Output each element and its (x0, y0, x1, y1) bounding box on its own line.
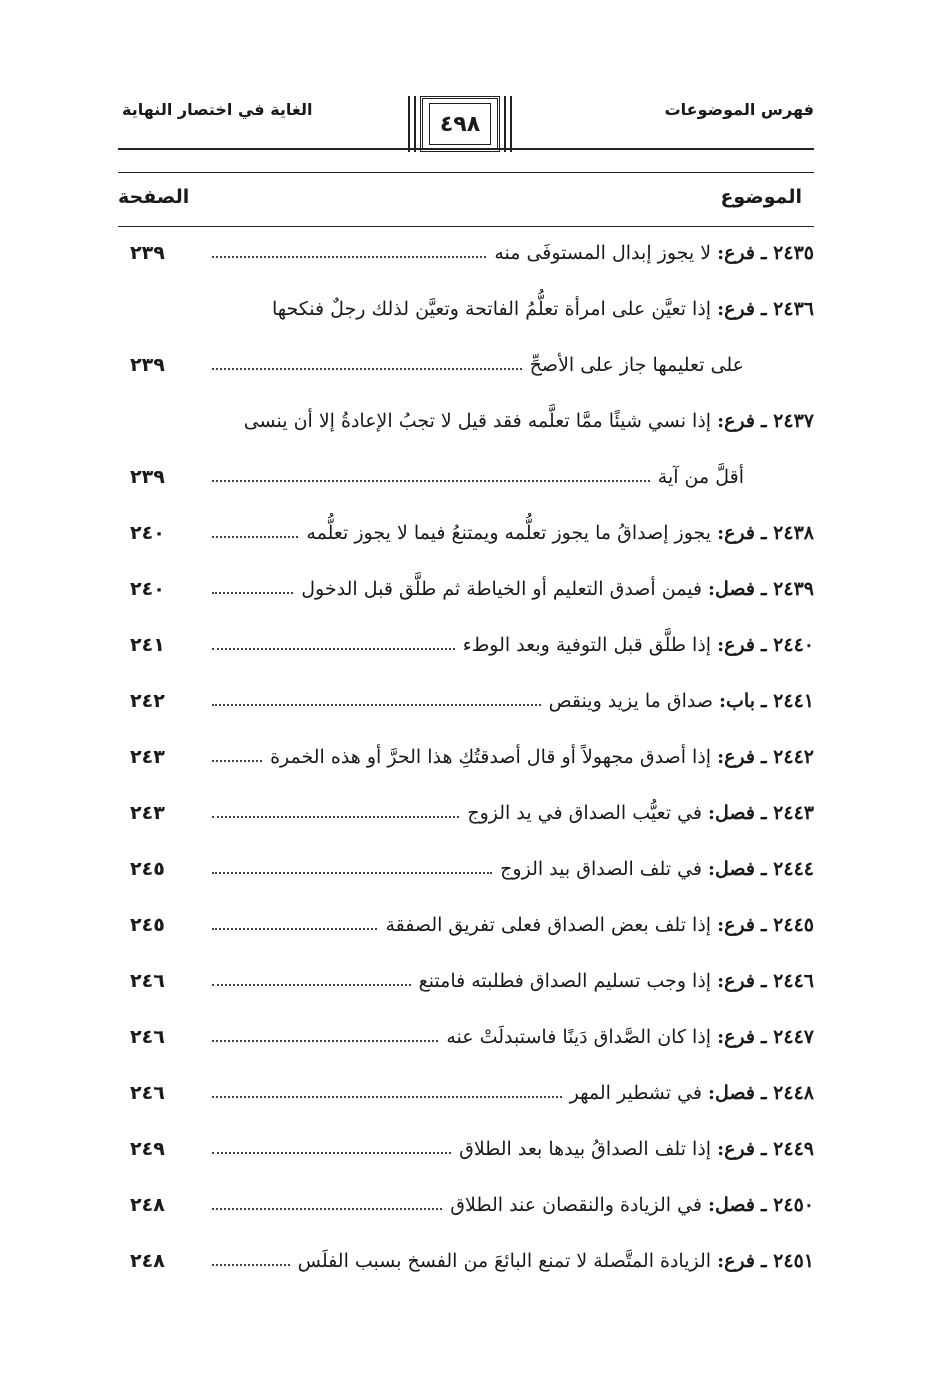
toc-entry-text (244, 410, 814, 432)
toc-entry (118, 1076, 814, 1104)
toc-entry (118, 1188, 814, 1216)
entry-page-number: ٢٤٨ (130, 1250, 165, 1272)
dot-leader (212, 928, 377, 930)
frame-ornament-right (504, 96, 512, 152)
entry-number: ٢٤٤٦ ـ (760, 970, 814, 992)
dot-leader (212, 1264, 290, 1266)
toc-entry-line (118, 1020, 814, 1048)
toc-entry (118, 1020, 814, 1048)
entry-page-number: ٢٤٣ (130, 746, 165, 768)
toc-entry-line (118, 516, 814, 544)
dot-leader (212, 872, 492, 874)
toc-entry (118, 1244, 814, 1272)
toc-entry-line (118, 684, 814, 712)
entry-page-number: ٢٤١ (130, 634, 165, 656)
toc-entry-text (306, 522, 814, 544)
entry-label: فصل: (708, 802, 755, 824)
entry-label: فرع: (717, 410, 755, 432)
entry-title: في تشطير المهر (569, 1082, 703, 1104)
toc-entry-line (118, 1076, 814, 1104)
toc-entry-text (272, 298, 814, 320)
toc-entry-text (494, 242, 814, 264)
toc-entry (118, 852, 814, 880)
toc-entry-text (467, 802, 814, 824)
entry-page-number: ٢٤٢ (130, 690, 165, 712)
entry-number: ٢٤٤٢ ـ (760, 746, 814, 768)
section-title: فهرس الموضوعات (664, 100, 814, 119)
entry-title: فيمن أصدق التعليم أو الخياطة ثم طلَّق قبل الدخول (301, 578, 703, 600)
toc-entry-text (270, 746, 814, 768)
entry-title: صداق ما يزيد وينقص (548, 690, 713, 712)
dot-leader (212, 760, 262, 762)
entry-number: ٢٤٣٨ ـ (760, 522, 814, 544)
entry-title: في تعيُّب الصداق في يد الزوج (467, 802, 703, 824)
toc-entry (118, 796, 814, 824)
entry-title: في الزيادة والنقصان عند الطلاق (450, 1194, 703, 1216)
toc-entry-line (118, 1188, 814, 1216)
entry-label: فرع: (717, 1138, 755, 1160)
toc-entry-text (298, 1250, 814, 1272)
page-number: ٤٩٨ (429, 103, 491, 145)
entry-number: ٢٤٣٩ ـ (760, 578, 814, 600)
entry-number: ٢٤٣٥ ـ (760, 242, 814, 264)
entry-number: ٢٤٣٦ ـ (760, 298, 814, 320)
entry-label: فرع: (717, 634, 755, 656)
toc-entry-text (301, 578, 814, 600)
dot-leader (212, 1096, 562, 1098)
entry-number: ٢٤٤١ ـ (760, 690, 814, 712)
frame-ornament-left (408, 96, 416, 152)
entry-page-number: ٢٤٠ (130, 578, 165, 600)
entry-number: ٢٤٤٥ ـ (760, 914, 814, 936)
entry-label: فرع: (717, 298, 755, 320)
toc-entry-line (118, 404, 814, 432)
toc-entry-line (118, 1244, 814, 1272)
dot-leader (212, 1208, 442, 1210)
dot-leader (212, 1040, 438, 1042)
toc-entry-line (118, 628, 814, 656)
entry-title: في تلف الصداق بيد الزوج (500, 858, 703, 880)
entry-title: إذا أصدق مجهولاً أو قال أصدقتُكِ هذا الحرَّ أو هذه الخمرة (270, 746, 712, 768)
toc-entry-text (446, 1026, 814, 1048)
toc-entry (118, 908, 814, 936)
toc-entry-text (530, 354, 814, 376)
entry-label: فصل: (708, 1082, 755, 1104)
toc-entry-text (463, 634, 814, 656)
entry-title: على تعليمها جاز على الأصحِّ (529, 354, 744, 376)
entry-title: الزيادة المتَّصلة لا تمنع البائعَ من الفسخ بسبب الفلَس (297, 1250, 712, 1272)
toc-entry-line (118, 964, 814, 992)
entry-label: فرع: (717, 1250, 755, 1272)
entry-page-number: ٢٣٩ (130, 354, 165, 376)
dot-leader (212, 704, 541, 706)
toc-entry (118, 1132, 814, 1160)
entry-page-number: ٢٤٥ (130, 858, 165, 880)
entry-label: فصل: (708, 578, 755, 600)
entry-page-number: ٢٤٥ (130, 914, 165, 936)
dot-leader (212, 1152, 451, 1154)
column-header-topic: الموضوع (720, 186, 802, 208)
entry-title: إذا كان الصَّداق دَينًا فاستبدلَتْ عنه (446, 1026, 712, 1048)
toc-entry (118, 236, 814, 264)
page-number-frame (420, 96, 500, 152)
toc-entry-line (118, 348, 814, 376)
toc-entry (118, 964, 814, 992)
dot-leader (212, 592, 293, 594)
toc-entry (118, 516, 814, 544)
toc-entry (118, 628, 814, 656)
entry-title: إذا وجب تسليم الصداق فطلبته فامتنع (418, 970, 712, 992)
entry-page-number: ٢٤٩ (130, 1138, 165, 1160)
entry-title: إذا نسي شيئًا ممَّا تعلَّمه فقد قيل لا تجبُ الإعادةُ إلا أن ينسى (243, 410, 712, 432)
entry-page-number: ٢٤٦ (130, 970, 165, 992)
entry-number: ٢٤٤٠ ـ (760, 634, 814, 656)
toc-entry-line (118, 236, 814, 264)
entry-title: يجوز إصداقُ ما يجوز تعلُّمه ويمتنعُ فيما لا يجوز تعلُّمه (306, 522, 712, 544)
toc-entry-text (570, 1082, 814, 1104)
toc-entry-line (118, 572, 814, 600)
book-title: الغاية في اختصار النهاية (122, 100, 313, 119)
toc-entry (118, 404, 814, 488)
entry-page-number: ٢٤٠ (130, 522, 165, 544)
toc-entry-line (118, 796, 814, 824)
entry-label: فرع: (717, 522, 755, 544)
header-rule-bottom (118, 172, 814, 173)
toc-entry-text (385, 914, 814, 936)
toc-entry-text (500, 858, 814, 880)
entry-page-number: ٢٤٨ (130, 1194, 165, 1216)
toc-entry-line (118, 908, 814, 936)
entry-label: باب: (719, 690, 755, 712)
toc-entry (118, 684, 814, 712)
entry-number: ٢٤٥١ ـ (760, 1250, 814, 1272)
dot-leader (212, 536, 298, 538)
entry-label: فرع: (717, 1026, 755, 1048)
entry-label: فرع: (717, 242, 755, 264)
toc-entry-line (118, 740, 814, 768)
entry-label: فرع: (717, 914, 755, 936)
toc-entry-line (118, 460, 814, 488)
entry-label: فرع: (717, 970, 755, 992)
dot-leader (212, 984, 411, 986)
entry-number: ٢٤٤٩ ـ (760, 1138, 814, 1160)
entry-label: فرع: (717, 746, 755, 768)
dot-leader (212, 816, 459, 818)
toc-entry (118, 292, 814, 376)
toc-entry-text (450, 1194, 814, 1216)
entry-page-number: ٢٤٦ (130, 1082, 165, 1104)
entry-title: إذا تلف الصداقُ بيدها بعد الطلاق (459, 1138, 712, 1160)
entry-page-number: ٢٣٩ (130, 242, 165, 264)
entry-page-number: ٢٤٣ (130, 802, 165, 824)
toc-entry-text (549, 690, 814, 712)
entry-number: ٢٤٣٧ ـ (760, 410, 814, 432)
entry-title: إذا طلَّق قبل التوفية وبعد الوطء (462, 634, 712, 656)
dot-leader (212, 256, 486, 258)
entry-page-number: ٢٣٩ (130, 466, 165, 488)
entry-page-number: ٢٤٦ (130, 1026, 165, 1048)
entry-title: لا يجوز إبدال المستوفَى منه (494, 242, 712, 264)
toc-entry-line (118, 292, 814, 320)
dot-leader (212, 480, 650, 482)
entry-number: ٢٤٤٣ ـ (760, 802, 814, 824)
toc-entry-text (419, 970, 814, 992)
toc-entry (118, 740, 814, 768)
toc-entry-text (658, 466, 814, 488)
toc-entry (118, 572, 814, 600)
entry-title: إذا تعيَّن على امرأة تعلُّمُ الفاتحة وتعيَّن لذلك رجلٌ فنكحها (271, 298, 712, 320)
column-header-rule (118, 226, 814, 227)
column-header-page: الصفحة (118, 186, 190, 208)
entry-number: ٢٤٤٤ ـ (760, 858, 814, 880)
entry-number: ٢٤٤٨ ـ (760, 1082, 814, 1104)
entry-number: ٢٤٥٠ ـ (760, 1194, 814, 1216)
dot-leader (212, 648, 455, 650)
entry-label: فصل: (708, 858, 755, 880)
toc-entry-text (459, 1138, 814, 1160)
entry-label: فصل: (708, 1194, 755, 1216)
entry-title: أقلَّ من آية (657, 466, 744, 488)
entry-title: إذا تلف بعض الصداق فعلى تفريق الصفقة (385, 914, 712, 936)
toc-entry-line (118, 1132, 814, 1160)
toc-entry-line (118, 852, 814, 880)
entry-number: ٢٤٤٧ ـ (760, 1026, 814, 1048)
dot-leader (212, 368, 522, 370)
header-rule-top (118, 148, 814, 150)
